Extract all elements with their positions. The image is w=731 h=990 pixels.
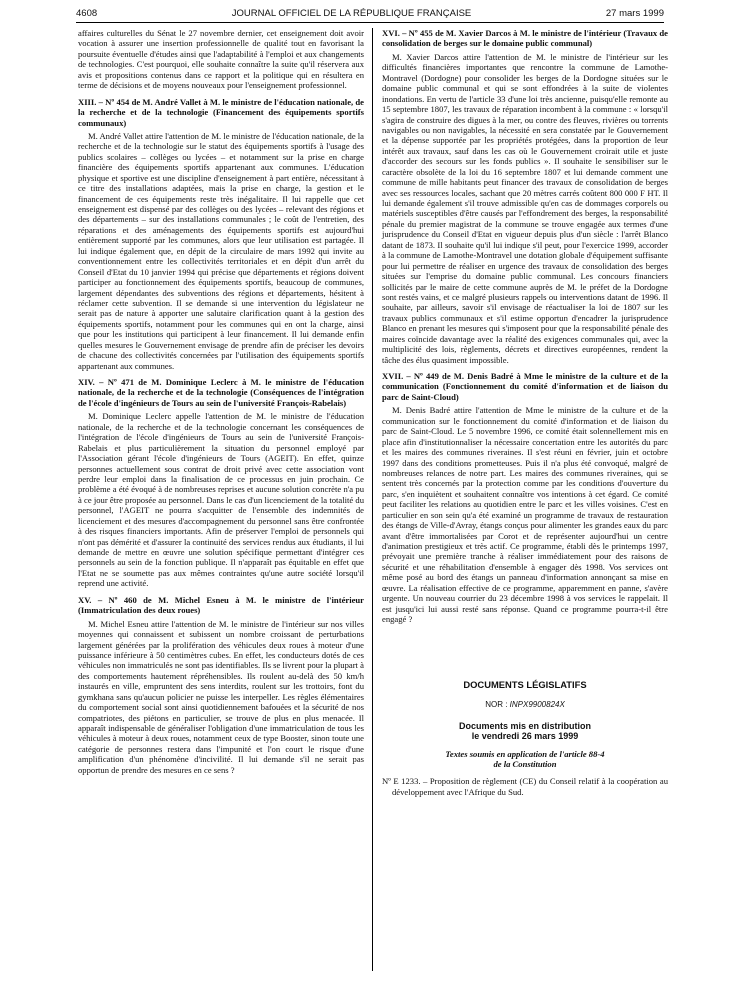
question-454-body: M. André Vallet attire l'attention de M. le ministre de l'éducation nationale, de la recherche et de la technologie sur le statut des équipements sportifs à l'usage des publics scolaires – collèges ou lycées – et notamment sur la prise en charge financière des équipements sportifs appartenant aux communes. L'éducation physique et sportive est une discipline d'enseignement à part entière, nécessitant à ce titre des installations adaptées, mais la prise en charge, la gestion et le financement de ces équipements reste très inégalitaire. Il lui rappelle que cet enseignement est dispensé par des collèges ou des lycées – relevant des régions et des départements – sur des installations communales ; le coût de l'entretien, des réparations et des aménagements des équipements sportifs est aujourd'hui entièrement supporté par les communes, alors que leur utilisation est partagée. Il lui indique également que, en dépit de la circulaire de mars 1992 qui invite au conventionnement entre les collectivités territoriales et en dépit d'un arrêt du Conseil d'Etat du 10 janvier 1994 qui précise que départements et régions doivent participer au fonctionnement des équipements sportifs, beaucoup de communes, largement dépendantes des subventions des régions et départements, hésitent à réclamer cette subvention. Il se demande si une intervention du législateur ne serait pas de nature à apporter une salutaire clarification quant à la gestion des équipements sportifs, notamment pour les communes qui en ont la charge, ainsi que pour les institutions qui participent à leur financement. Il lui demande enfin quelles mesures le Gouvernement envisage de prendre afin de préciser les devoirs de chacune des collectivités concernées par l'utilisation des équipements sportifs appartenant aux communes. — [78, 130, 364, 371]
right-column — [382, 28, 668, 797]
nor-code: INPX9900824X — [509, 699, 565, 709]
documents-legislatifs-title: DOCUMENTS LÉGISLATIFS — [463, 678, 587, 690]
documents-distribution-line1: Documents mis en distribution — [458, 720, 591, 731]
nor-line — [382, 700, 668, 710]
column-separator — [372, 28, 373, 971]
question-471-body: M. Dominique Leclerc appelle l'attention de M. le ministre de l'éducation nationale, de la recherche et de la technologie concernant les conséquences de l'intégration de l'école d'ingénieurs de Tours au sein de l'université François-Rabelais et plus particulièrement la situation du personnel employé par l'Association gérant l'école d'ingénieurs de Tours (AGEIT). En effet, quinze personnes actuellement sous contrat de droit privé avec cette association vont perdre leur emploi dans la finalisation de ce processus en juin prochain. Ce problème a été évoqué à de nombreuses reprises et aucune solution concrète n'a pu à ce jour être proposée au personnel. Dans le cas d'un licenciement de la totalité du personnel, l'AGEIT ne pourra s'acquitter de l'ensemble des indemnités de licenciement et des mesures d'accompagnement du personnel sans être confrontée à des risques financiers importants. Afin de préserver l'emploi de personnels qui n'ont pas démérité et d'assurer la continuité des services rendus aux étudiants, il lui demande de mettre en œuvre une solution spécifique permettant d'intégrer ces personnels au sein de la fonction publique. Il n'apparaît pas équitable en effet que l'Etat ne se soumette pas aux mêmes contraintes qu'une autre société lorsqu'il reprend une activité. — [78, 411, 364, 589]
nor-label: NOR : — [485, 699, 508, 709]
textes-soumis-subtitle — [382, 750, 668, 770]
question-449-body: M. Denis Badré attire l'attention de Mme le ministre de la culture et de la communication sur le fonctionnement du comité d'information et de liaison du parc de Saint-Cloud. Le 5 novembre 1996, ce comité était solennellement mis en place afin d'institutionnaliser la nécessaire concertation entre les autorités du parc et les maires des communes riveraines. Il s'est réuni en février, juin et octobre 1997 dans des conditions prometteuses. Puis il n'a plus été convoqué, malgré de nombreuses relances de notre part. Les maires des communes riveraines, qui se sentent très concernés par la protection comme par les conditions d'ouverture du parc, s'en inquiètent et souhaitent connaître vos intentions à cet égard. Ce comité peut faciliter les relations au quotidien entre le parc et les villes voisines. C'est en particulier en son sein qu'a été examiné un programme de travaux de restauration des étangs de Ville-d'Avray, étangs conçus pour alimenter les grandes eaux du parc avant d'être immortalisées par Corot et de représenter aujourd'hui un centre d'animation prestigieux et très actif. Ce programme, établi dès le printemps 1997, prévoyait une première tranche à réaliser immédiatement pour des raisons de sécurité et une réhabilitation d'ensemble à engager dès 1998. Vos services ont même posé au bord des étangs un panneau d'information annonçant sa mise en œuvre. La réalisation effective de ce programme, apparemment en panne, s'avère urgente. Un nouveau courrier du 23 décembre 1998 à vos services le rappelait. Il est jusqu'ici lui aussi resté sans réponse. Quand ce programme pourra-t-il être engagé ? — [382, 405, 668, 625]
question-449-heading: XVII. – Nº 449 de M. Denis Badré à Mme le ministre de la culture et de la communication (Fonctionnement du comité d'information et de liaison du parc de Saint-Cloud) — [382, 371, 668, 402]
documents-distribution-title — [382, 721, 668, 742]
question-455-body: M. Xavier Darcos attire l'attention de M. le ministre de l'intérieur sur les difficultés financières importantes que rencontre la commune de Lamothe-Montravel (Dordogne) pour consolider les berges de la Dordogne situées sur le domaine public communal et qui se sont effondrées à la suite de violentes inondations. En vertu de l'article 33 d'une loi très ancienne, puisqu'elle remonte au 15 septembre 1807, les travaux de réparation incombent à la commune : « lorsqu'il s'agira de construire des digues à la mer, ou contre des fleuves, rivières ou torrents navigables ou non navigables, la nécessité en sera constatée par le Gouvernement et la dépense supportée par les propriétés protégées, dans la proportion de leur intérêt aux travaux, sauf dans les cas où le Gouvernement croirait utile et juste d'accorder des secours sur les fonds publics ». Il souhaite le sensibiliser sur le caractère obsolète de la loi du 16 septembre 1807 et lui demande comment une commune de mille habitants peut financer des travaux de consolidation de berges avec ses ressources locales, sachant que 20 mètres carrés coûtent 800 000 F HT. Il lui demande également s'il trouve admissible qu'en cas de dommages corporels ou matériels susceptibles d'être causés par l'effondrement des berges, la responsabilité pénale du premier magistrat de la commune se trouve engagée aux termes d'une jurisprudence du Conseil d'Etat en vigueur depuis plus d'un siècle : l'arrêt Blanco datant de 1873. Il souhaite qu'il lui indique s'il peut, pour l'exercice 1999, accorder à la commune de Lamothe-Montravel une dotation globale d'équipement suffisante pour lui permettre de réaliser en urgence des travaux de consolidation des berges situées sur l'emprise du domaine public communal. Les concours financiers sollicités par le maire de cette commune auprès de M. le préfet de la Dordogne sont restés vains, et ce malgré plusieurs rappels ou interventions datant de 1996. Il souhaite, par ailleurs, savoir s'il envisage de réactualiser la loi de 1807 sur les travaux publics communaux et s'il estime opportun d'encadrer la jurisprudence Blanco en prenant les mesures qui s'imposent pour que la responsabilité pénale des maires coïncide davantage avec la réalité des exigences communales qui, avec la multiplicité des lois, règlements, décrets et directives européennes, rendent la tâche des élus quasiment impossible. — [382, 51, 668, 365]
page-header — [76, 6, 664, 20]
left-column — [78, 28, 364, 775]
textes-soumis-line2: de la Constitution — [493, 759, 557, 770]
question-454-heading: XIII. – Nº 454 de M. André Vallet à M. le ministre de l'éducation nationale, de la recherche et de la technologie (Financement des équipements sportifs communaux) — [78, 96, 364, 128]
textes-soumis-line1: Textes soumis en application de l'article 88-4 — [445, 749, 605, 760]
question-471-heading: XIV. – Nº 471 de M. Dominique Leclerc à M. le ministre de l'éducation nationale, de la recherche et de la technologie (Conséquences de l'intégration de l'école d'ingénieurs de Tours au sein de l'université François-Rabelais) — [78, 377, 364, 408]
page-number: 4608 — [76, 7, 98, 19]
document-entry-e1233: Nº E 1233. – Proposition de règlement (CE) du Conseil relatif à la coopération au développement avec l'Afrique du Sud. — [382, 776, 668, 797]
question-460-body: M. Michel Esneu attire l'attention de M. le ministre de l'intérieur sur nos villes moyennes qui connaissent et subissent un nombre croissant de perturbations largement générées par la prolifération des véhicules deux roues à moteur d'une puissance inférieure à 50 centimètres cubes. En effet, les conducteurs dotés de ces véhicules non immatriculés ne sont pas identifiables. Ils se livrent pour la plupart à des comportements hautement répréhensibles. Ils roulent au-delà des 50 km/h instaurés en ville, empruntent des sens interdits, roulent sur les trottoirs, font du gymkhana sans qu'aucun policier ne puisse les interpeller. Les règles élémentaires du comportement social sont ainsi quotidiennement bafouées et la sécurité de nos compatriotes, des piétons en particulier, se trouve de plus en plus menacée. Il apparaît indispensable de généraliser l'obligation d'une immatriculation de tous les véhicules à moteur à deux roues, notamment ceux de type Booster, sinon toute une catégorie de personnes restera dans l'impunité et l'on court le risque d'une amplification d'un phénomène d'incivilité. Il lui demande s'il ne serait pas opportun de prendre des mesures en ce sens ? — [78, 618, 364, 775]
header-rule — [76, 22, 664, 23]
intro-paragraph: affaires culturelles du Sénat le 27 novembre dernier, cet enseignement doit avoir vocation à assurer une insertion professionnelle de qualité tout en favorisant la poursuite éventuelle d'études ainsi que l'adaptabilité à l'emploi et aux changements de technologies. C'est pourquoi, elle souhaite connaître la suite qu'il réservera aux avis et propositions contenus dans ce rapport et la politique qui en résultera en terme de décisions et de moyens nouveaux pour l'enseignement professionnel. — [78, 28, 364, 91]
issue-date: 27 mars 1999 — [605, 7, 664, 19]
documents-distribution-line2: le vendredi 26 mars 1999 — [471, 730, 579, 741]
question-455-heading: XVI. – Nº 455 de M. Xavier Darcos à M. le ministre de l'intérieur (Travaux de consolidation de berges sur le domaine public communal) — [382, 28, 668, 49]
journal-title: JOURNAL OFFICIEL DE LA RÉPUBLIQUE FRANÇAISE — [231, 7, 472, 19]
question-460-heading: XV. – Nº 460 de M. Michel Esneu à M. le ministre de l'intérieur (Immatriculation des deux roues) — [78, 594, 364, 616]
